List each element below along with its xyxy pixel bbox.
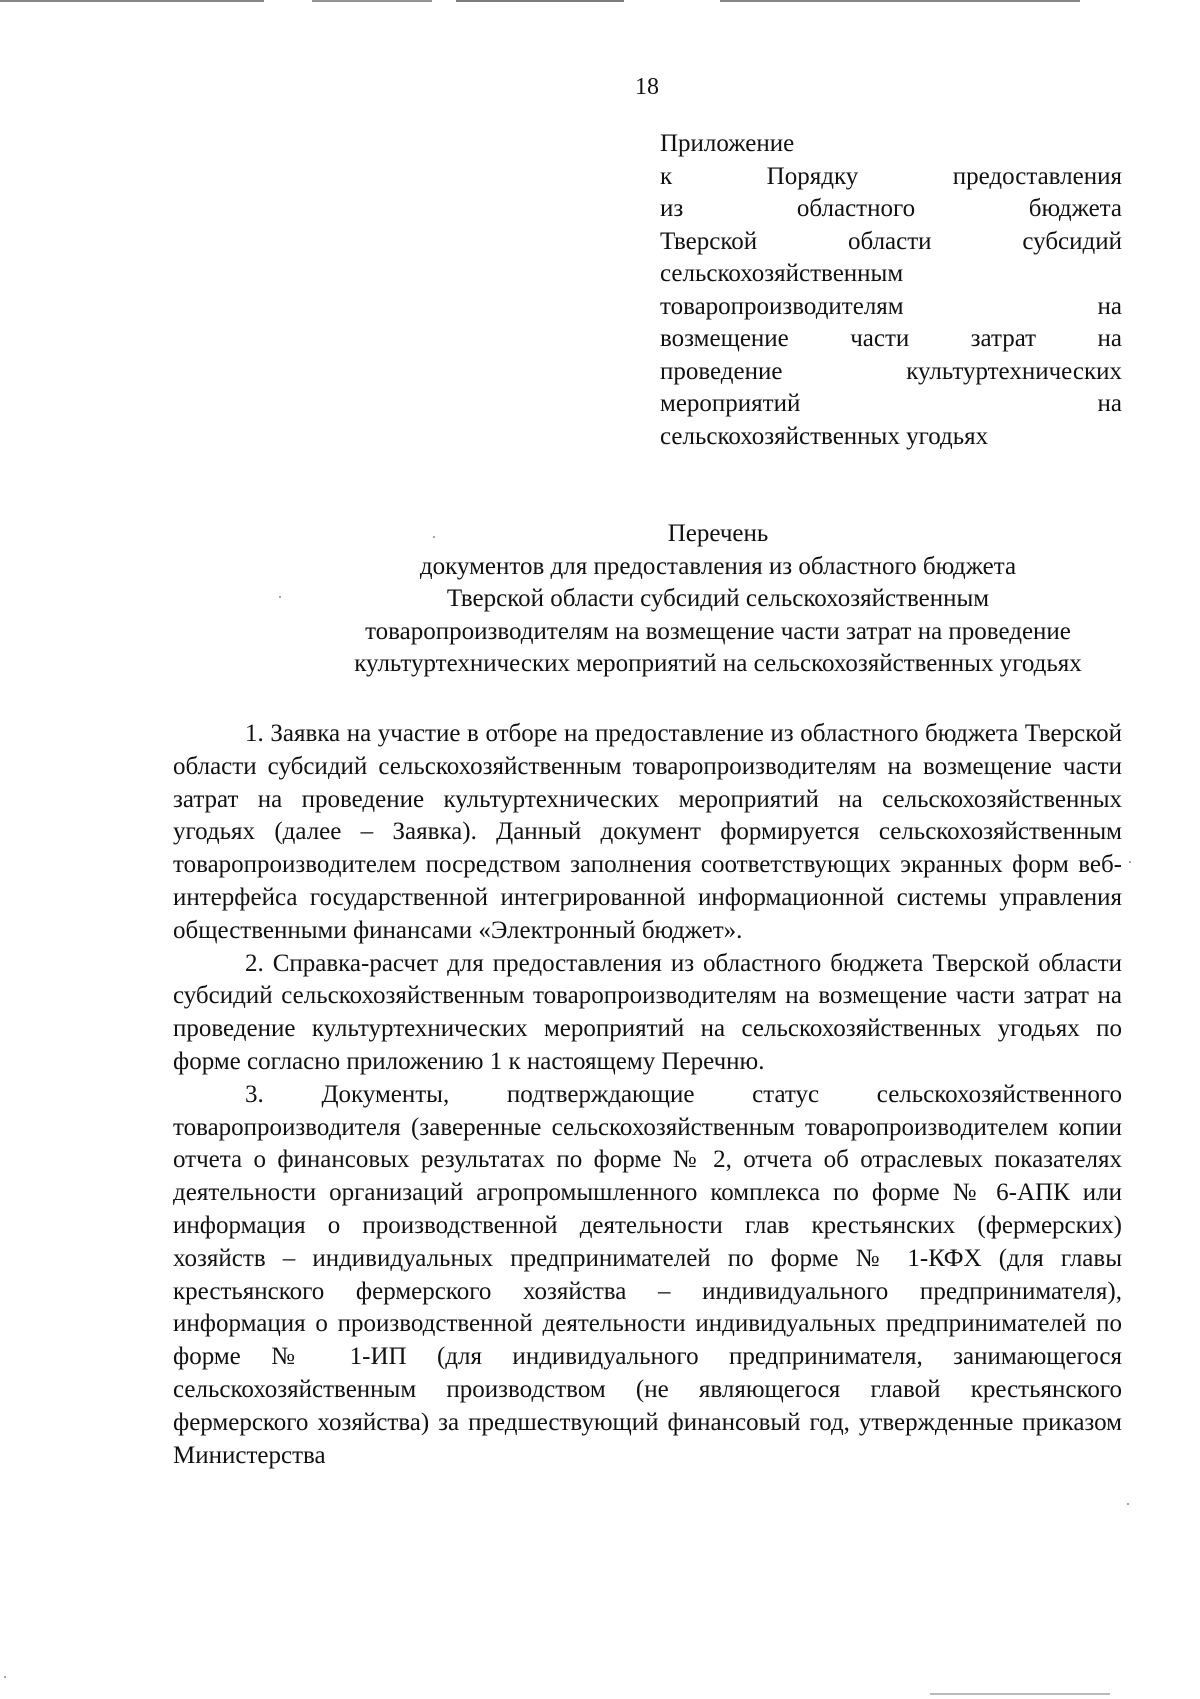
page-number: 18 xyxy=(635,74,659,100)
title-subtitle-line: товаропроизводителям на возмещение части затрат на проведение xyxy=(365,617,1071,645)
document-title xyxy=(175,518,1200,681)
scan-speck xyxy=(1127,1503,1129,1505)
appendix-line: проведение культуртехнических xyxy=(660,357,1122,385)
title-subtitle-line: культуртехнических мероприятий на сельскохозяйственных угодьях xyxy=(354,650,1082,677)
appendix-line: товаропроизводителям на xyxy=(660,292,1122,320)
appendix-line: Тверской области субсидий xyxy=(660,227,1122,255)
appendix-line: к Порядку предоставления xyxy=(660,162,1122,190)
scan-speck xyxy=(433,536,435,538)
appendix-line: сельскохозяйственных угодьях xyxy=(660,422,989,450)
title-heading: Перечень xyxy=(667,520,769,547)
scan-speck xyxy=(279,596,281,598)
appendix-line: возмещение части затрат на xyxy=(660,325,1122,352)
document-body xyxy=(173,718,1122,1472)
appendix-line: мероприятий на xyxy=(660,390,1122,417)
scan-edge-bottom xyxy=(930,1693,1110,1695)
paragraph-item-1: 1. Заявка на участие в отборе на предоставление из областного бюджета Тверской области субсидий сельскохозяйственным товаропроизводителям на возмещение части затрат на проведение культуртехнических мероприятий на сельскохозяйственных угодьях (далее – Заявка). Данный документ формируется сельскохозяйственным товаропроизводителем посредством заполнения соответствующих экранных форм веб-интерфейса государственной интегрированной информационной системы управления общественными финансами «Электронный бюджет». xyxy=(173,720,1122,944)
paragraph-item-3: 3. Документы, подтверждающие статус сельскохозяйственного товаропроизводителя (заверенные сельскохозяйственным товаропроизводителем копии отчета о финансовых результатах по форме № 2, отчета об отраслевых показателях деятельности организаций агропромышленного комплекса по форме № 6-АПК или информация о производственной деятельности глав крестьянских (фермерских) хозяйств – индивидуальных предпринимателей по форме № 1-КФХ (для главы крестьянского фермерского хозяйства – индивидуального предпринимателя), информация о производственной деятельности индивидуальных предпринимателей по форме № 1-ИП (для индивидуального предпринимателя, занимающегося сельскохозяйственным производством (не являющегося главой крестьянского фермерского хозяйства) за предшествующий финансовый год, утвержденные приказом Министерства xyxy=(173,1080,1122,1469)
scan-speck xyxy=(4,1676,6,1678)
appendix-line: из областного бюджета xyxy=(660,195,1122,222)
appendix-line: Приложение xyxy=(660,130,795,157)
appendix-block xyxy=(660,128,1122,453)
scan-edge-top xyxy=(0,0,1200,2)
title-subtitle-line: Тверской области субсидий сельскохозяйственным xyxy=(446,585,990,612)
appendix-line: сельскохозяйственным xyxy=(660,260,904,287)
paragraph-item-2: 2. Справка-расчет для предоставления из областного бюджета Тверской области субсидий сельскохозяйственным товаропроизводителям на возмещение части затрат на проведение культуртехнических мероприятий на сельскохозяйственных угодьях по форме согласно приложению 1 к настоящему Перечню. xyxy=(173,949,1122,1075)
title-subtitle-line: документов для предоставления из областного бюджета xyxy=(419,552,1017,580)
scan-speck xyxy=(1129,861,1131,863)
